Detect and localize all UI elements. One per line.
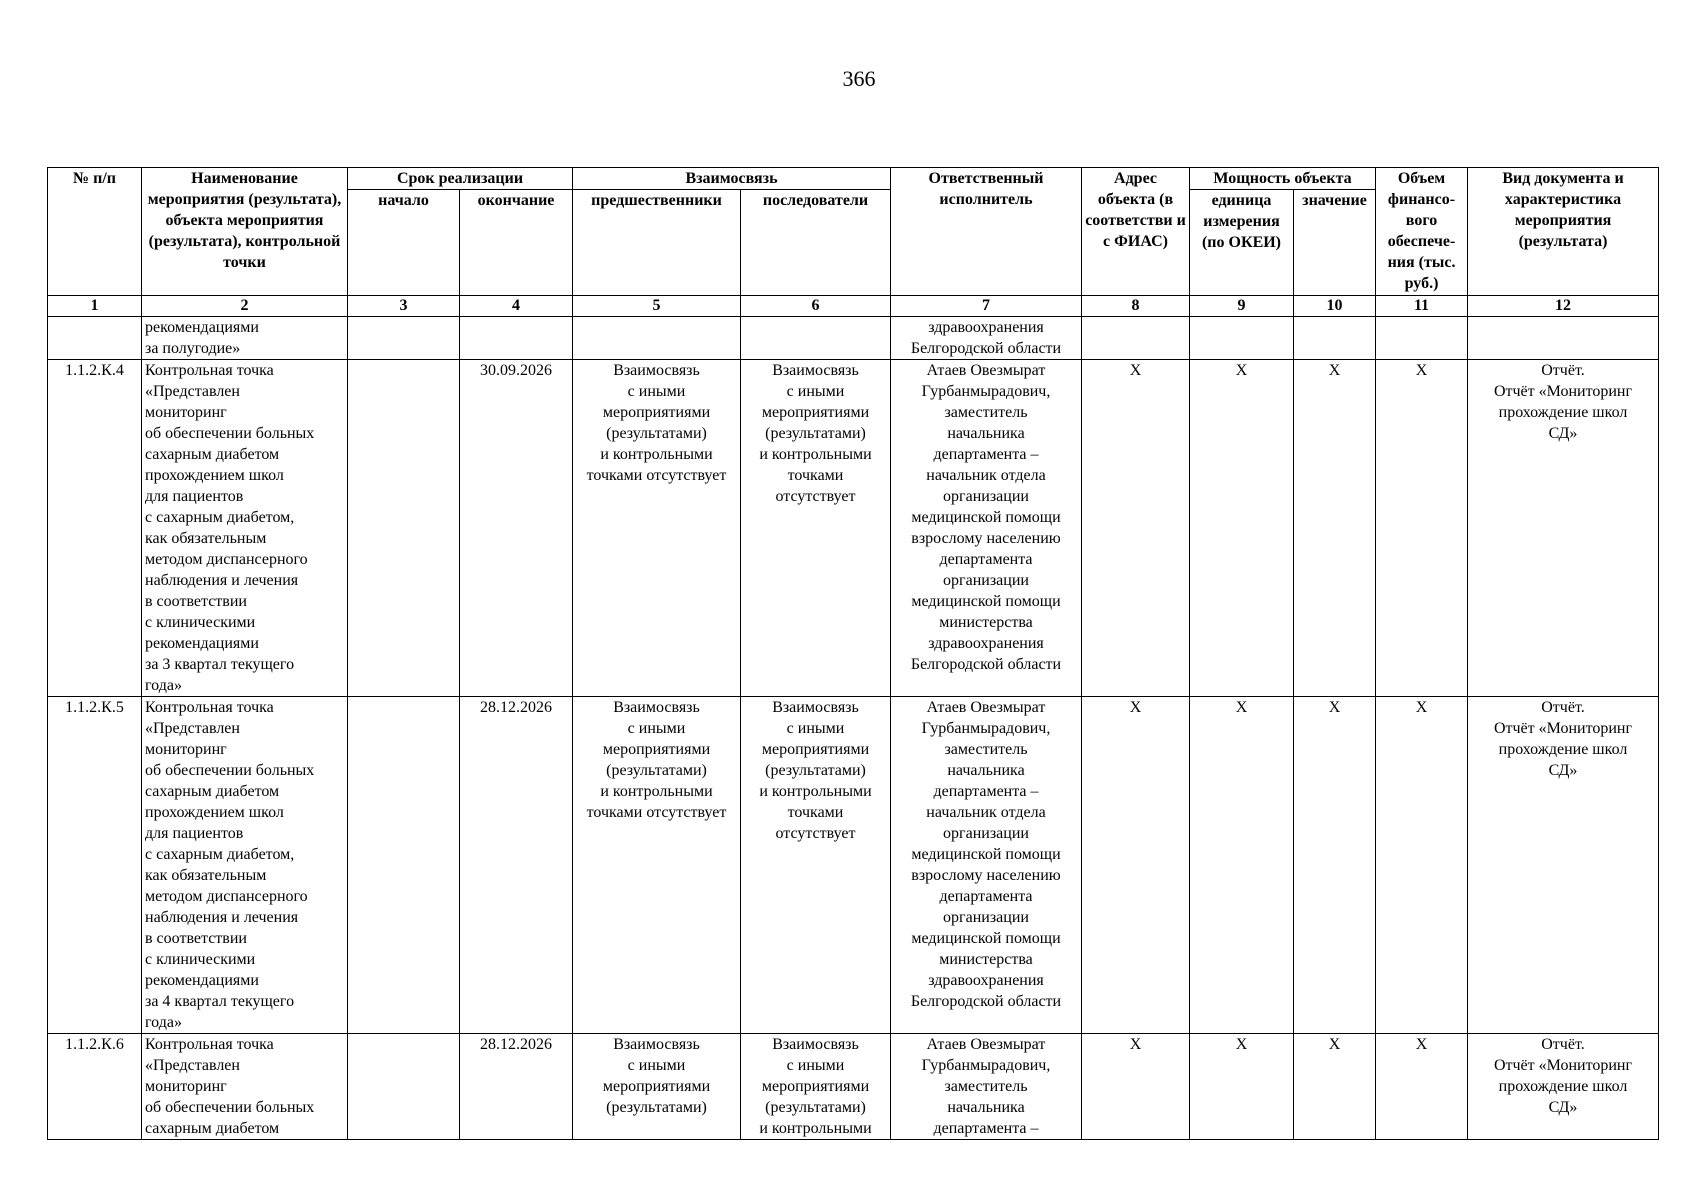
cell-pred: Взаимосвязь с иными мероприятиями (результатами) и контрольными точками отсутствует (573, 697, 741, 1034)
cell-name: Контрольная точка «Представлен мониторинг об обеспечении больных сахарным диабетом прохождением школ для пациентов с сахарным диабетом, как обязательным методом диспансерного наблюдения и лечения в соответствии с клиническими рекомендациями за 3 квартал текущего года» (142, 360, 348, 697)
cell-finance: Х (1376, 697, 1468, 1034)
header-num: № п/п (48, 168, 142, 296)
cell-responsible: Атаев Овезмырат Гурбанмырадович, заместитель начальника департамента – начальник отдела организации медицинской помощи взрослому населению департамента организации медицинской помощи министерства здравоохранения Белгородской области (891, 697, 1082, 1034)
column-number: 8 (1082, 296, 1190, 317)
header-term-group: Срок реализации (348, 168, 573, 190)
cell-start (348, 360, 460, 697)
cell-start (348, 697, 460, 1034)
cell-end: 28.12.2026 (460, 697, 573, 1034)
column-number: 6 (741, 296, 891, 317)
column-number: 2 (142, 296, 348, 317)
cell-num (48, 317, 142, 360)
header-finance: Объем финансо-вого обеспече-ния (тыс. руб.) (1376, 168, 1468, 296)
cell-document: Отчёт. Отчёт «Мониторинг прохождение школ СД» (1468, 697, 1659, 1034)
cell-succ: Взаимосвязь с иными мероприятиями (результатами) и контрольными точками отсутствует (741, 360, 891, 697)
header-value: значение (1294, 190, 1376, 296)
cell-document: Отчёт. Отчёт «Мониторинг прохождение школ СД» (1468, 360, 1659, 697)
column-numbers-row (48, 296, 1659, 317)
header-name: Наименование мероприятия (результата), объекта мероприятия (результата), контрольной точки (142, 168, 348, 296)
header-responsible: Ответственный исполнитель (891, 168, 1082, 296)
cell-responsible: Атаев Овезмырат Гурбанмырадович, заместитель начальника департамента – (891, 1034, 1082, 1140)
cell-end: 28.12.2026 (460, 1034, 573, 1140)
cell-responsible: здравоохранения Белгородской области (891, 317, 1082, 360)
table-row (48, 1034, 1659, 1140)
cell-num: 1.1.2.К.5 (48, 697, 142, 1034)
column-number: 5 (573, 296, 741, 317)
header-start: начало (348, 190, 460, 296)
header-link-group: Взаимосвязь (573, 168, 891, 190)
cell-finance: Х (1376, 360, 1468, 697)
cell-start (348, 317, 460, 360)
cell-start (348, 1034, 460, 1140)
cell-value: Х (1294, 360, 1376, 697)
column-number: 9 (1190, 296, 1294, 317)
plan-table (47, 167, 1659, 1140)
column-number: 4 (460, 296, 573, 317)
header-address: Адрес объекта (в соответстви и с ФИАС) (1082, 168, 1190, 296)
cell-pred (573, 317, 741, 360)
cell-address: Х (1082, 697, 1190, 1034)
cell-succ: Взаимосвязь с иными мероприятиями (результатами) и контрольными точками отсутствует (741, 697, 891, 1034)
continuation-row (48, 317, 1659, 360)
column-number: 7 (891, 296, 1082, 317)
column-number: 12 (1468, 296, 1659, 317)
header-unit: единица измерения (по ОКЕИ) (1190, 190, 1294, 296)
cell-succ (741, 317, 891, 360)
header-predecessors: предшественники (573, 190, 741, 296)
cell-num: 1.1.2.К.4 (48, 360, 142, 697)
header-document: Вид документа и характеристика мероприятия (результата) (1468, 168, 1659, 296)
table-row (48, 360, 1659, 697)
cell-end (460, 317, 573, 360)
cell-succ: Взаимосвязь с иными мероприятиями (результатами) и контрольными (741, 1034, 891, 1140)
table-header (48, 168, 1659, 317)
header-end: окончание (460, 190, 573, 296)
table-body (48, 317, 1659, 1140)
cell-num: 1.1.2.К.6 (48, 1034, 142, 1140)
cell-pred: Взаимосвязь с иными мероприятиями (результатами) и контрольными точками отсутствует (573, 360, 741, 697)
cell-end: 30.09.2026 (460, 360, 573, 697)
header-power-group: Мощность объекта (1190, 168, 1376, 190)
cell-pred: Взаимосвязь с иными мероприятиями (результатами) (573, 1034, 741, 1140)
cell-unit (1190, 317, 1294, 360)
cell-unit: Х (1190, 1034, 1294, 1140)
cell-name: Контрольная точка «Представлен мониторинг об обеспечении больных сахарным диабетом (142, 1034, 348, 1140)
column-number: 3 (348, 296, 460, 317)
column-number: 10 (1294, 296, 1376, 317)
cell-name: Контрольная точка «Представлен мониторинг об обеспечении больных сахарным диабетом прохождением школ для пациентов с сахарным диабетом, как обязательным методом диспансерного наблюдения и лечения в соответствии с клиническими рекомендациями за 4 квартал текущего года» (142, 697, 348, 1034)
cell-unit: Х (1190, 360, 1294, 697)
table-row (48, 697, 1659, 1034)
cell-address: Х (1082, 360, 1190, 697)
column-number: 1 (48, 296, 142, 317)
cell-value: Х (1294, 697, 1376, 1034)
column-number: 11 (1376, 296, 1468, 317)
cell-finance: Х (1376, 1034, 1468, 1140)
cell-document: Отчёт. Отчёт «Мониторинг прохождение школ СД» (1468, 1034, 1659, 1140)
cell-address: Х (1082, 1034, 1190, 1140)
cell-value: Х (1294, 1034, 1376, 1140)
cell-value (1294, 317, 1376, 360)
cell-responsible: Атаев Овезмырат Гурбанмырадович, заместитель начальника департамента – начальник отдела организации медицинской помощи взрослому населению департамента организации медицинской помощи министерства здравоохранения Белгородской области (891, 360, 1082, 697)
cell-document (1468, 317, 1659, 360)
cell-address (1082, 317, 1190, 360)
cell-unit: Х (1190, 697, 1294, 1034)
cell-name: рекомендациями за полугодие» (142, 317, 348, 360)
cell-finance (1376, 317, 1468, 360)
header-successors: последователи (741, 190, 891, 296)
page-number: 366 (842, 66, 876, 91)
